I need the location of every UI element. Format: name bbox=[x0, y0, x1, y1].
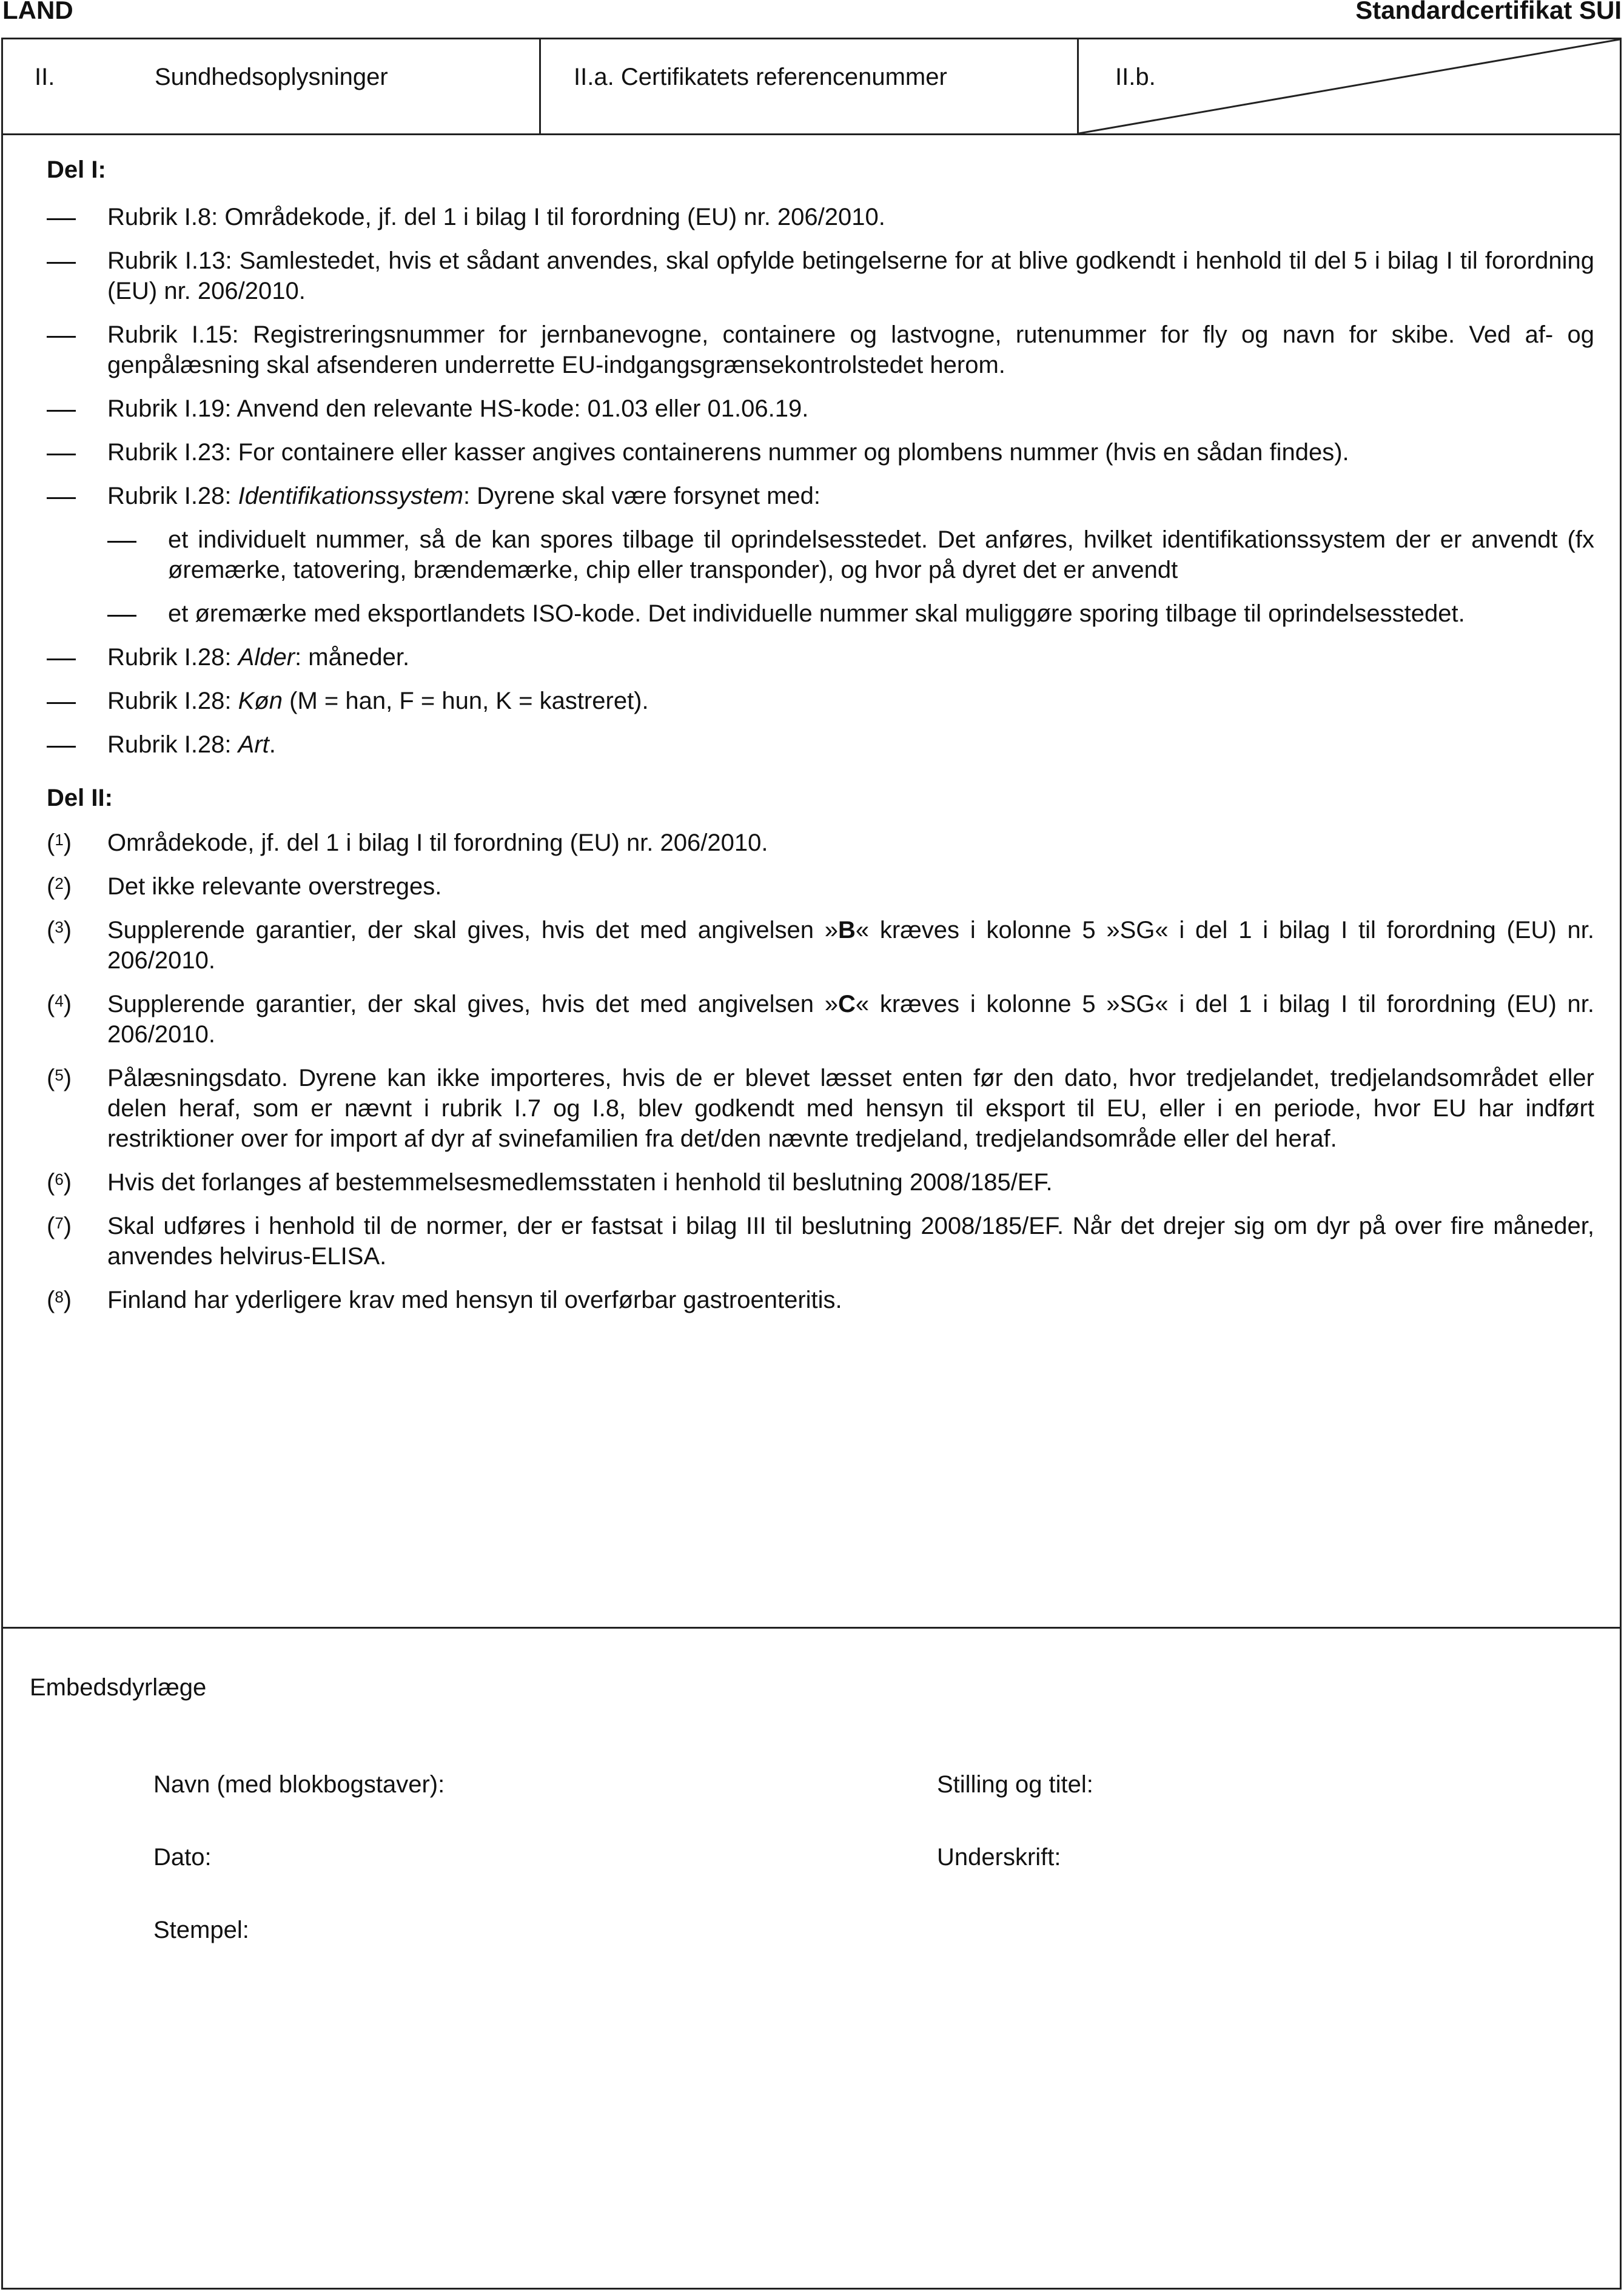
footnote-marker: ($^7$) bbox=[47, 1213, 72, 1239]
item-text: (M = han, F = hun, K = kastreret). bbox=[283, 688, 649, 714]
stamp-field[interactable]: Stempel: bbox=[153, 1917, 249, 1943]
item-prefix: Rubrik I.23: bbox=[107, 439, 238, 466]
sub-list-item bbox=[47, 524, 1594, 585]
list-item bbox=[47, 729, 1594, 760]
footnote-text: Pålæsningsdato. Dyrene kan ikke importeres, hvis de er blevet læsset enten før den dato, hvor tredjelandet, tredjelandsområdet eller delen heraf, som er nævnt i rubrik I.7 og I.8, blev godkendt med hensyn til eksport til EU, eller i en periode, hvor EU har indført restriktioner over for import af dyr af svinefamilien fra det/den nævnte tredjeland, tredjelandsområde eller del heraf. bbox=[107, 1065, 1594, 1152]
reference-number-cell[interactable] bbox=[541, 39, 1079, 133]
item-text: Anvend den relevante HS-kode: 01.03 eller 01.06.19. bbox=[237, 395, 809, 422]
list-item bbox=[47, 320, 1594, 380]
list-item bbox=[47, 394, 1594, 424]
notes-section bbox=[3, 135, 1620, 1629]
item-italic: Identifikationssystem bbox=[238, 483, 463, 509]
footnote-marker: ($^2$) bbox=[47, 873, 72, 900]
footnote bbox=[47, 1167, 1594, 1198]
item-text: . bbox=[269, 731, 276, 758]
footnote-text: Supplerende garantier, der skal gives, hvis det med angivelsen » bbox=[107, 917, 839, 943]
list-item bbox=[47, 437, 1594, 467]
footnote-marker: ($^1$) bbox=[47, 829, 72, 856]
iib-label: II.b. bbox=[1115, 64, 1156, 90]
footnote-bold: B bbox=[838, 917, 856, 943]
iib-cell bbox=[1079, 39, 1620, 133]
footnote bbox=[47, 915, 1594, 976]
list-item bbox=[47, 202, 1594, 232]
list-item bbox=[47, 686, 1594, 716]
section-title: Sundhedsoplysninger bbox=[155, 64, 388, 90]
position-field[interactable]: Stilling og titel: bbox=[937, 1771, 1093, 1798]
item-prefix: Rubrik I.19: bbox=[107, 395, 237, 422]
sub-list-item bbox=[47, 598, 1594, 629]
footnote-marker: ($^3$) bbox=[47, 917, 72, 943]
item-prefix: Rubrik I.8: bbox=[107, 204, 225, 230]
header-row bbox=[3, 39, 1620, 135]
item-prefix: Rubrik I.13: bbox=[107, 247, 240, 274]
certificate-label: Standardcertifikat SUI bbox=[1355, 0, 1622, 24]
footnote-marker: ($^4$) bbox=[47, 991, 72, 1017]
item-text: Områdekode, jf. del 1 i bilag I til forordning (EU) nr. 206/2010. bbox=[224, 204, 885, 230]
footnote bbox=[47, 1211, 1594, 1272]
footnote bbox=[47, 1063, 1594, 1154]
certificate-frame bbox=[1, 38, 1622, 2290]
footnote-text: Finland har yderligere krav med hensyn til overførbar gastroenteritis. bbox=[107, 1287, 842, 1313]
section-cell bbox=[3, 39, 541, 133]
item-prefix: Rubrik I.28: bbox=[107, 688, 238, 714]
part1-heading: Del I: bbox=[47, 156, 106, 183]
item-text: Samlestedet, hvis et sådant anvendes, skal opfylde betingelserne for at blive godkendt i henhold til del 5 i bilag I til forordning (EU) nr. 206/2010. bbox=[107, 247, 1594, 304]
name-field[interactable]: Navn (med blokbogstaver): bbox=[153, 1771, 445, 1798]
footnote-text: Hvis det forlanges af bestemmelsesmedlemsstaten i henhold til beslutning 2008/185/EF. bbox=[107, 1169, 1053, 1196]
item-prefix: Rubrik I.28: bbox=[107, 644, 238, 671]
item-prefix: Rubrik I.15: bbox=[107, 321, 253, 348]
footnote bbox=[47, 1285, 1594, 1315]
country-label: LAND bbox=[2, 0, 73, 24]
item-prefix: Rubrik I.28: bbox=[107, 731, 238, 758]
item-text: et øremærke med eksportlandets ISO-kode. Det individuelle nummer skal muliggøre sporing tilbage til oprindelsesstedet. bbox=[168, 600, 1465, 627]
footnote-marker: ($^8$) bbox=[47, 1287, 72, 1313]
item-text: For containere eller kasser angives containerens nummer og plombens nummer (hvis en sådan findes). bbox=[238, 439, 1349, 466]
item-italic: Køn bbox=[238, 688, 283, 714]
reference-number-label: II.a. Certifikatets referencenummer bbox=[574, 64, 947, 90]
diagonal-strike bbox=[1079, 39, 1620, 133]
signature-field[interactable]: Underskrift: bbox=[937, 1844, 1061, 1871]
footnote-text: « kræves i kolonne 5 »SG« i del 1 i bilag I til forordning (EU) nr. 206/2010. bbox=[107, 917, 1595, 974]
footnote-text: Det ikke relevante overstreges. bbox=[107, 873, 442, 900]
footnote-text: Supplerende garantier, der skal gives, hvis det med angivelsen » bbox=[107, 991, 839, 1017]
footnote bbox=[47, 871, 1594, 902]
footnote-marker: ($^5$) bbox=[47, 1065, 72, 1091]
list-item bbox=[47, 642, 1594, 672]
item-prefix: Rubrik I.28: bbox=[107, 483, 238, 509]
date-field[interactable]: Dato: bbox=[153, 1844, 212, 1871]
part2-heading: Del II: bbox=[47, 785, 113, 811]
footnote-marker: ($^6$) bbox=[47, 1169, 72, 1196]
footnote bbox=[47, 828, 1594, 858]
item-text: Registreringsnummer for jernbanevogne, containere og lastvogne, rutenummer for fly og navn for skibe. Ved af- og genpålæsning skal afsenderen underrette EU-indgangsgrænsekontrolstedet herom. bbox=[107, 321, 1594, 378]
item-italic: Art bbox=[238, 731, 269, 758]
footnote-text: « kræves i kolonne 5 »SG« i del 1 i bilag I til forordning (EU) nr. 206/2010. bbox=[107, 991, 1595, 1048]
list-item bbox=[47, 246, 1594, 306]
footnote-text: Skal udføres i henhold til de normer, der er fastsat i bilag III til beslutning 2008/185/EF. Når det drejer sig om dyr på over fire måneder, anvendes helvirus-ELISA. bbox=[107, 1213, 1594, 1270]
footnote-bold: C bbox=[838, 991, 856, 1017]
footnote-text: Områdekode, jf. del 1 i bilag I til forordning (EU) nr. 206/2010. bbox=[107, 829, 768, 856]
item-italic: Alder bbox=[238, 644, 295, 671]
notes-content bbox=[47, 155, 1594, 1329]
footnote bbox=[47, 989, 1594, 1050]
official-veterinarian-label: Embedsdyrlæge bbox=[30, 1674, 207, 1701]
item-text: et individuelt nummer, så de kan spores tilbage til oprindelsesstedet. Det anføres, hvilket identifikationssystem der er anvendt (fx øremærke, tatovering, brændemærke, chip eller transponder), og hvor på dyret det er anvendt bbox=[168, 526, 1594, 583]
item-text: : Dyrene skal være forsynet med: bbox=[463, 483, 821, 509]
section-number: II. bbox=[35, 64, 55, 90]
item-text: : måneder. bbox=[295, 644, 410, 671]
list-item bbox=[47, 481, 1594, 511]
signature-section bbox=[3, 1629, 1620, 2288]
